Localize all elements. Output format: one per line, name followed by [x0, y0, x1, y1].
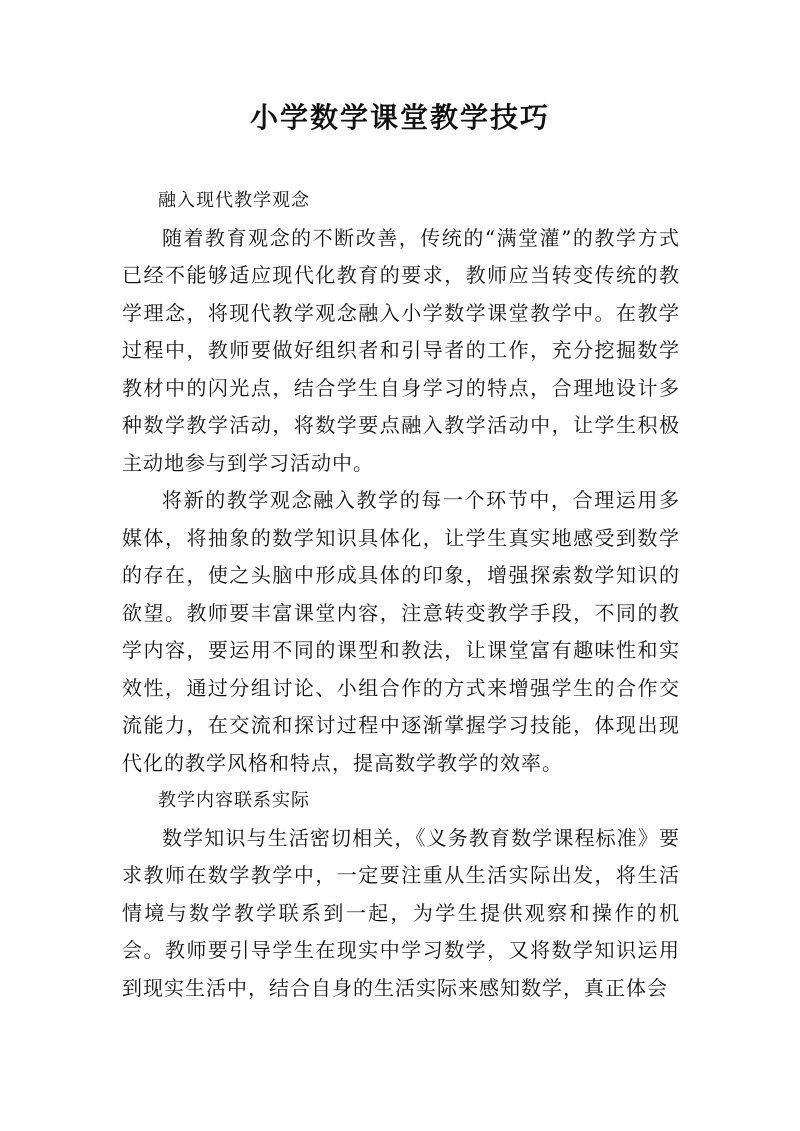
document-title: 小学数学课堂教学技巧	[249, 101, 550, 134]
paragraph: 随着教育观念的不断改善，传统的“满堂灌”的教学方式已经不能够适应现代化教育的要求，教师应当转变传统的教学理念，将现代教学观念融入小学数学课堂教学中。在教学过程中，教师要做好组织者和引导者的工作，充分挖掘数学教材中的闪光点，结合学生自身学习的特点，合理地设计多种数学教学活动，将数学要点融入教学活动中，让学生积极主动地参与到学习活动中。	[122, 225, 680, 475]
section-heading: 融入现代教学观念	[158, 190, 310, 211]
paragraph: 数学知识与生活密切相关，《义务教育数学课程标准》要求教师在数学教学中，一定要注重从生活实际出发，将生活情境与数学教学联系到一起，为学生提供观察和操作的机会。教师要引导学生在现实中学习数学，又将数学知识运用到现实生活中，结合自身的生活实际来感知数学，真正体会	[122, 825, 680, 1000]
document-body	[122, 182, 680, 1007]
section-heading: 教学内容联系实际	[158, 790, 310, 811]
paragraph: 将新的教学观念融入教学的每一个环节中，合理运用多媒体，将抽象的数学知识具体化，让学生真实地感受到数学的存在，使之头脑中形成具体的印象，增强探索数学知识的欲望。教师要丰富课堂内容，注意转变教学手段，不同的教学内容，要运用不同的课型和教法，让课堂富有趣味性和实效性，通过分组讨论、小组合作的方式来增强学生的合作交流能力，在交流和探讨过程中逐渐掌握学习技能，体现出现代化的教学风格和特点，提高数学教学的效率。	[122, 488, 680, 775]
